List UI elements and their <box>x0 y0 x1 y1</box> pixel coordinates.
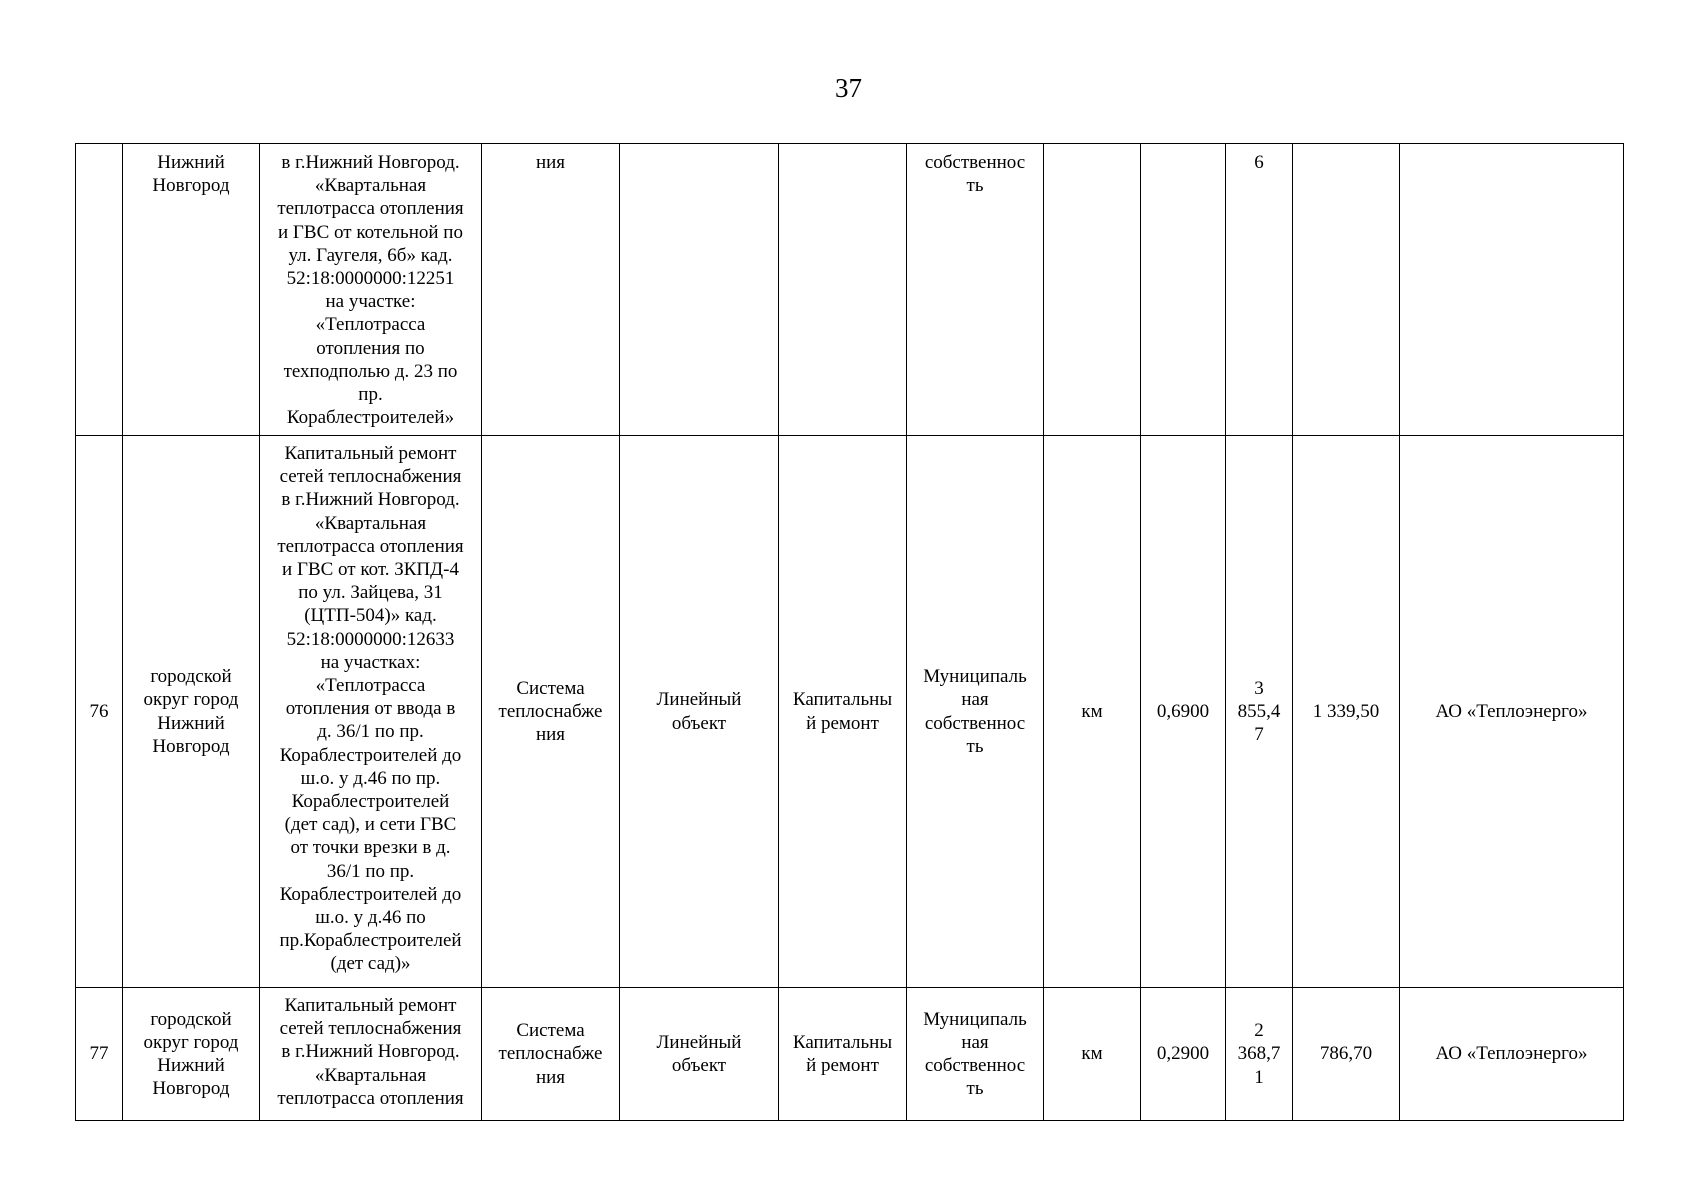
object-type-cell: Линейный объект <box>620 988 779 1121</box>
row-number-cell <box>76 144 123 436</box>
work-type-cell <box>779 144 907 436</box>
cost-share-cell: 1 339,50 <box>1293 436 1400 988</box>
ownership-cell: собственнос ть <box>907 144 1044 436</box>
cost-total-cell: 3 855,4 7 <box>1226 436 1293 988</box>
system-cell: Система теплоснабже ния <box>482 988 620 1121</box>
object-type-cell: Линейный объект <box>620 436 779 988</box>
table-row <box>76 988 1624 1121</box>
system-cell: ния <box>482 144 620 436</box>
work-type-cell: Капитальны й ремонт <box>779 436 907 988</box>
description-cell: Капитальный ремонт сетей теплоснабжения в г.Нижний Новгород. «Квартальная теплотрасса отопления <box>260 988 482 1121</box>
ownership-cell: Муниципаль ная собственнос ть <box>907 436 1044 988</box>
system-cell: Система теплоснабже ния <box>482 436 620 988</box>
municipality-cell: городской округ город Нижний Новгород <box>123 988 260 1121</box>
cost-total-cell: 6 <box>1226 144 1293 436</box>
cost-total-cell: 2 368,7 1 <box>1226 988 1293 1121</box>
unit-cell <box>1044 144 1141 436</box>
quantity-cell: 0,6900 <box>1141 436 1226 988</box>
executor-cell: АО «Теплоэнерго» <box>1400 988 1624 1121</box>
municipality-cell: Нижний Новгород <box>123 144 260 436</box>
row-number-cell: 77 <box>76 988 123 1121</box>
table-row <box>76 436 1624 988</box>
description-cell: Капитальный ремонт сетей теплоснабжения в г.Нижний Новгород. «Квартальная теплотрасса отопления и ГВС от кот. ЗКПД-4 по ул. Зайцева, 31 (ЦТП-504)» кад. 52:18:0000000:12633 на участках: «Теплотрасса отопления от ввода в д. 36/1 по пр. Кораблестроителей до ш.о. у д.46 по пр. Кораблестроителей (дет сад), и сети ГВС от точки врезки в д. 36/1 по пр. Кораблестроителей до ш.о. у д.46 по пр.Кораблестроителей (дет сад)» <box>260 436 482 988</box>
executor-cell <box>1400 144 1624 436</box>
unit-cell: км <box>1044 436 1141 988</box>
table-row <box>76 144 1624 436</box>
municipality-cell: городской округ город Нижний Новгород <box>123 436 260 988</box>
page-number: 37 <box>835 73 862 103</box>
unit-cell: км <box>1044 988 1141 1121</box>
cost-share-cell <box>1293 144 1400 436</box>
cost-share-cell: 786,70 <box>1293 988 1400 1121</box>
row-number-cell: 76 <box>76 436 123 988</box>
executor-cell: АО «Теплоэнерго» <box>1400 436 1624 988</box>
works-table <box>75 143 1624 1121</box>
object-type-cell <box>620 144 779 436</box>
ownership-cell: Муниципаль ная собственнос ть <box>907 988 1044 1121</box>
quantity-cell <box>1141 144 1226 436</box>
quantity-cell: 0,2900 <box>1141 988 1226 1121</box>
work-type-cell: Капитальны й ремонт <box>779 988 907 1121</box>
description-cell: в г.Нижний Новгород. «Квартальная теплотрасса отопления и ГВС от котельной по ул. Гаугеля, 6б» кад. 52:18:0000000:12251 на участке: «Теплотрасса отопления по техподполью д. 23 по пр. Кораблестроителей» <box>260 144 482 436</box>
